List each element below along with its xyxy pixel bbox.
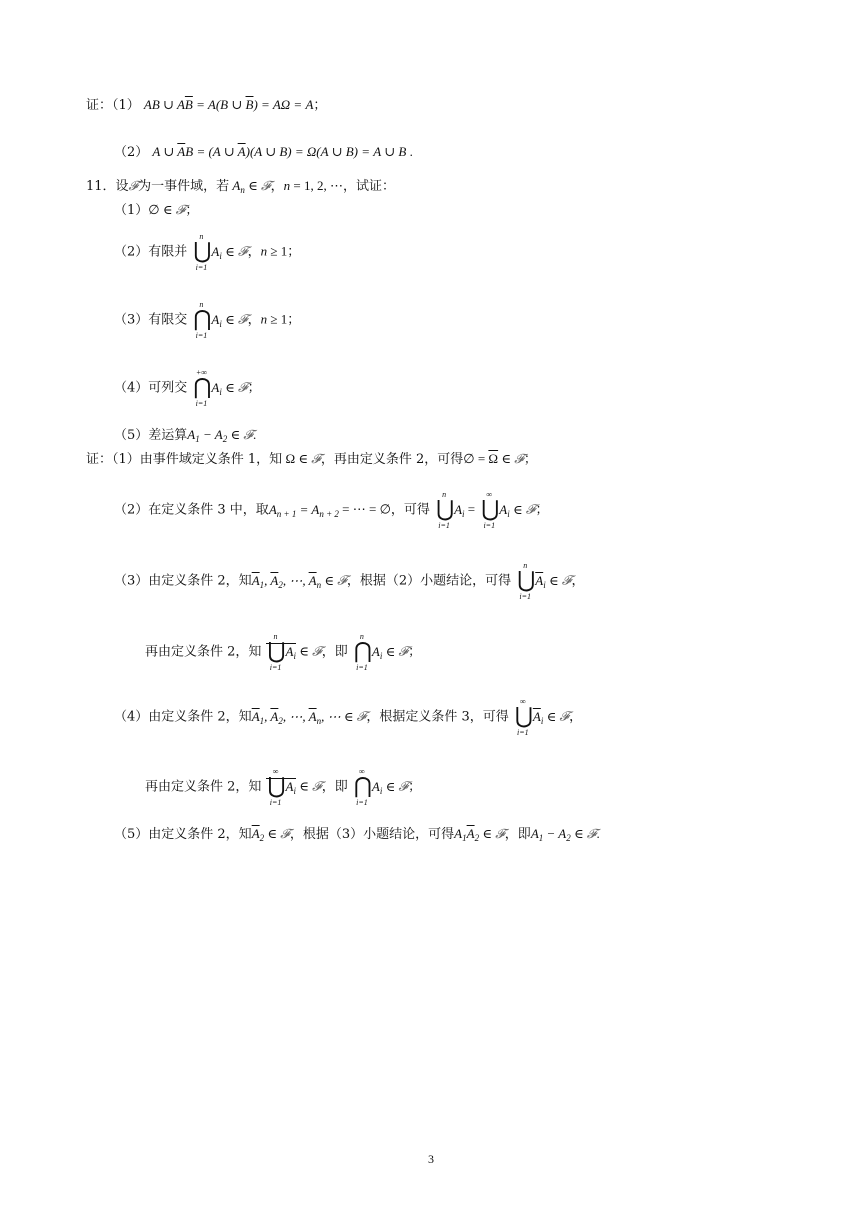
item-label: （5）差运算 xyxy=(114,428,188,443)
complement-bar: n ⋃ i=1 $\overline{A}_i$ xyxy=(267,632,297,672)
intersection-operator: n ⋂ i=1 xyxy=(193,300,212,340)
solution-2: （2）在定义条件 3 中，取$A_{n + 1} = A_{n + 2}$ = ⋯ = ∅，可得 n ⋃ i=1 $A_i$ = ∞ ⋃ i=1 $A_i$ ∈ 𝓕； xyxy=(114,490,549,530)
solution-1: 证：（1）由事件域定义条件 1，知 Ω ∈ 𝓕，再由定义条件 2，可得∅ = $\overline{\Omega}$ ∈ 𝓕； xyxy=(86,451,537,467)
union-operator: ∞ ⋃ i=1 xyxy=(267,767,286,807)
item-label: （4）可列交 xyxy=(114,380,188,396)
item-4: （4）可列交 +∞ ⋂ i=1 $A_i$ ∈ 𝓕； xyxy=(114,368,261,408)
solution-text: ，可得 xyxy=(390,502,430,518)
item-label: （3）有限交 xyxy=(114,312,188,328)
solution-text: ，再由定义条件 2，可得 xyxy=(320,452,464,467)
solution-4b: 再由定义条件 2，知 ∞ ⋃ i=1 $\overline{A}_i$ ∈ 𝓕，即 ∞ ⋂ i=1 $A_i$ ∈ 𝓕； xyxy=(145,767,422,807)
solution-text: ，即 xyxy=(321,644,348,660)
solution-text: ，根据（3）小题结论，可得 xyxy=(289,827,455,842)
proof-label: 证：（1） xyxy=(86,98,140,113)
union-operator: n ⋃ i=1 xyxy=(267,632,286,672)
solution-text: （2）在定义条件 3 中，取 xyxy=(114,502,269,518)
item-3: （3）有限交 n ⋂ i=1 $A_i$ ∈ 𝓕，n ≥ 1； xyxy=(114,300,301,340)
script-f-symbol: 𝓕 xyxy=(128,178,139,193)
item-5: （5）差运算$A_1 - A_2$ ∈ 𝓕. xyxy=(114,427,257,444)
solution-text: ，即 xyxy=(321,779,348,795)
intersection-operator: ∞ ⋂ i=1 xyxy=(353,767,372,807)
intersection-operator: n ⋂ i=1 xyxy=(353,632,372,672)
item-2: （2）有限并 n ⋃ i=1 $A_i$ ∈ 𝓕，n ≥ 1； xyxy=(114,232,301,272)
union-operator: ∞ ⋃ i=1 xyxy=(514,697,533,737)
solution-text: ，根据定义条件 3，可得 xyxy=(366,709,509,725)
union-operator: n ⋃ i=1 xyxy=(517,561,536,601)
question-text: ，试证： xyxy=(342,179,395,194)
formula-2: A ∪ $\overline{A}B = (A$ ∪ $\overline{A})(A$ ∪ B) = Ω(A ∪ B) = A ∪ B xyxy=(152,144,407,159)
formula-1: AB ∪ $A\overline{B} = A(B$ ∪ $\overline{B}) = A\Omega = A$ xyxy=(143,97,314,112)
solution-text: 证：（1）由事件域定义条件 1，知 xyxy=(86,452,283,467)
solution-text: 再由定义条件 2，知 xyxy=(145,644,262,660)
proof-line-2: （2） A ∪ $\overline{A}B = (A$ ∪ $\overline{A})(A$ ∪ B) = Ω(A ∪ B) = A ∪ B . xyxy=(114,144,413,160)
page-number: 3 xyxy=(428,1152,434,1166)
solution-text: （5）由定义条件 2，知 xyxy=(114,827,252,842)
solution-3a: （3）由定义条件 2，知$\overline{A}_1$, $\overline{A}_2$, ⋯, $\overline{A}_n$ ∈ 𝓕，根据（2）小题结论，可得 n ⋃ i=1 $\overline{A}_i$ ∈ 𝓕， xyxy=(114,561,585,601)
question-11: 11．设𝓕为一事件域，若 $A_n$ ∈ 𝓕，n = 1, 2, ⋯，试证： xyxy=(86,178,395,195)
item-label: （1） xyxy=(114,203,149,218)
solution-text: 再由定义条件 2，知 xyxy=(145,779,262,795)
solution-text: ，即 xyxy=(504,827,531,842)
question-text: 为一事件域，若 xyxy=(138,179,230,194)
intersection-operator: +∞ ⋂ i=1 xyxy=(193,368,212,408)
solution-5: （5）由定义条件 2，知$\overline{A}_2$ ∈ 𝓕，根据（3）小题结论，可得$A_1\overline{A}_2$ ∈ 𝓕，即$A_1 - A_2$ ∈ 𝓕. xyxy=(114,826,600,843)
solution-3b: 再由定义条件 2，知 n ⋃ i=1 $\overline{A}_i$ ∈ 𝓕，即 n ⋂ i=1 $A_i$ ∈ 𝓕； xyxy=(145,632,422,672)
question-number: 11．设 xyxy=(86,179,129,194)
proof-label: （2） xyxy=(114,145,149,160)
solution-4a: （4）由定义条件 2，知$\overline{A}_1$, $\overline{A}_2$, ⋯, $\overline{A}_n$, ⋯ ∈ 𝓕，根据定义条件 3，可得 ∞ ⋃ i=1 $\overline{A}_i$ ∈ 𝓕， xyxy=(114,697,583,737)
item-1: （1）∅ ∈ 𝓕； xyxy=(114,202,199,218)
union-operator: ∞ ⋃ i=1 xyxy=(481,490,500,530)
proof-line-1: 证：（1） AB ∪ $A\overline{B} = A(B$ ∪ $\overline{B}) = A\Omega = A$； xyxy=(86,97,327,113)
solution-text: ，根据（2）小题结论，可得 xyxy=(346,573,512,589)
item-label: （2）有限并 xyxy=(114,244,188,260)
complement-bar: ∞ ⋃ i=1 $\overline{A}_i$ xyxy=(267,767,297,807)
solution-text: （3）由定义条件 2，知 xyxy=(114,573,252,589)
union-operator: n ⋃ i=1 xyxy=(436,490,455,530)
union-operator: n ⋃ i=1 xyxy=(193,232,212,272)
solution-text: （4）由定义条件 2，知 xyxy=(114,709,252,725)
